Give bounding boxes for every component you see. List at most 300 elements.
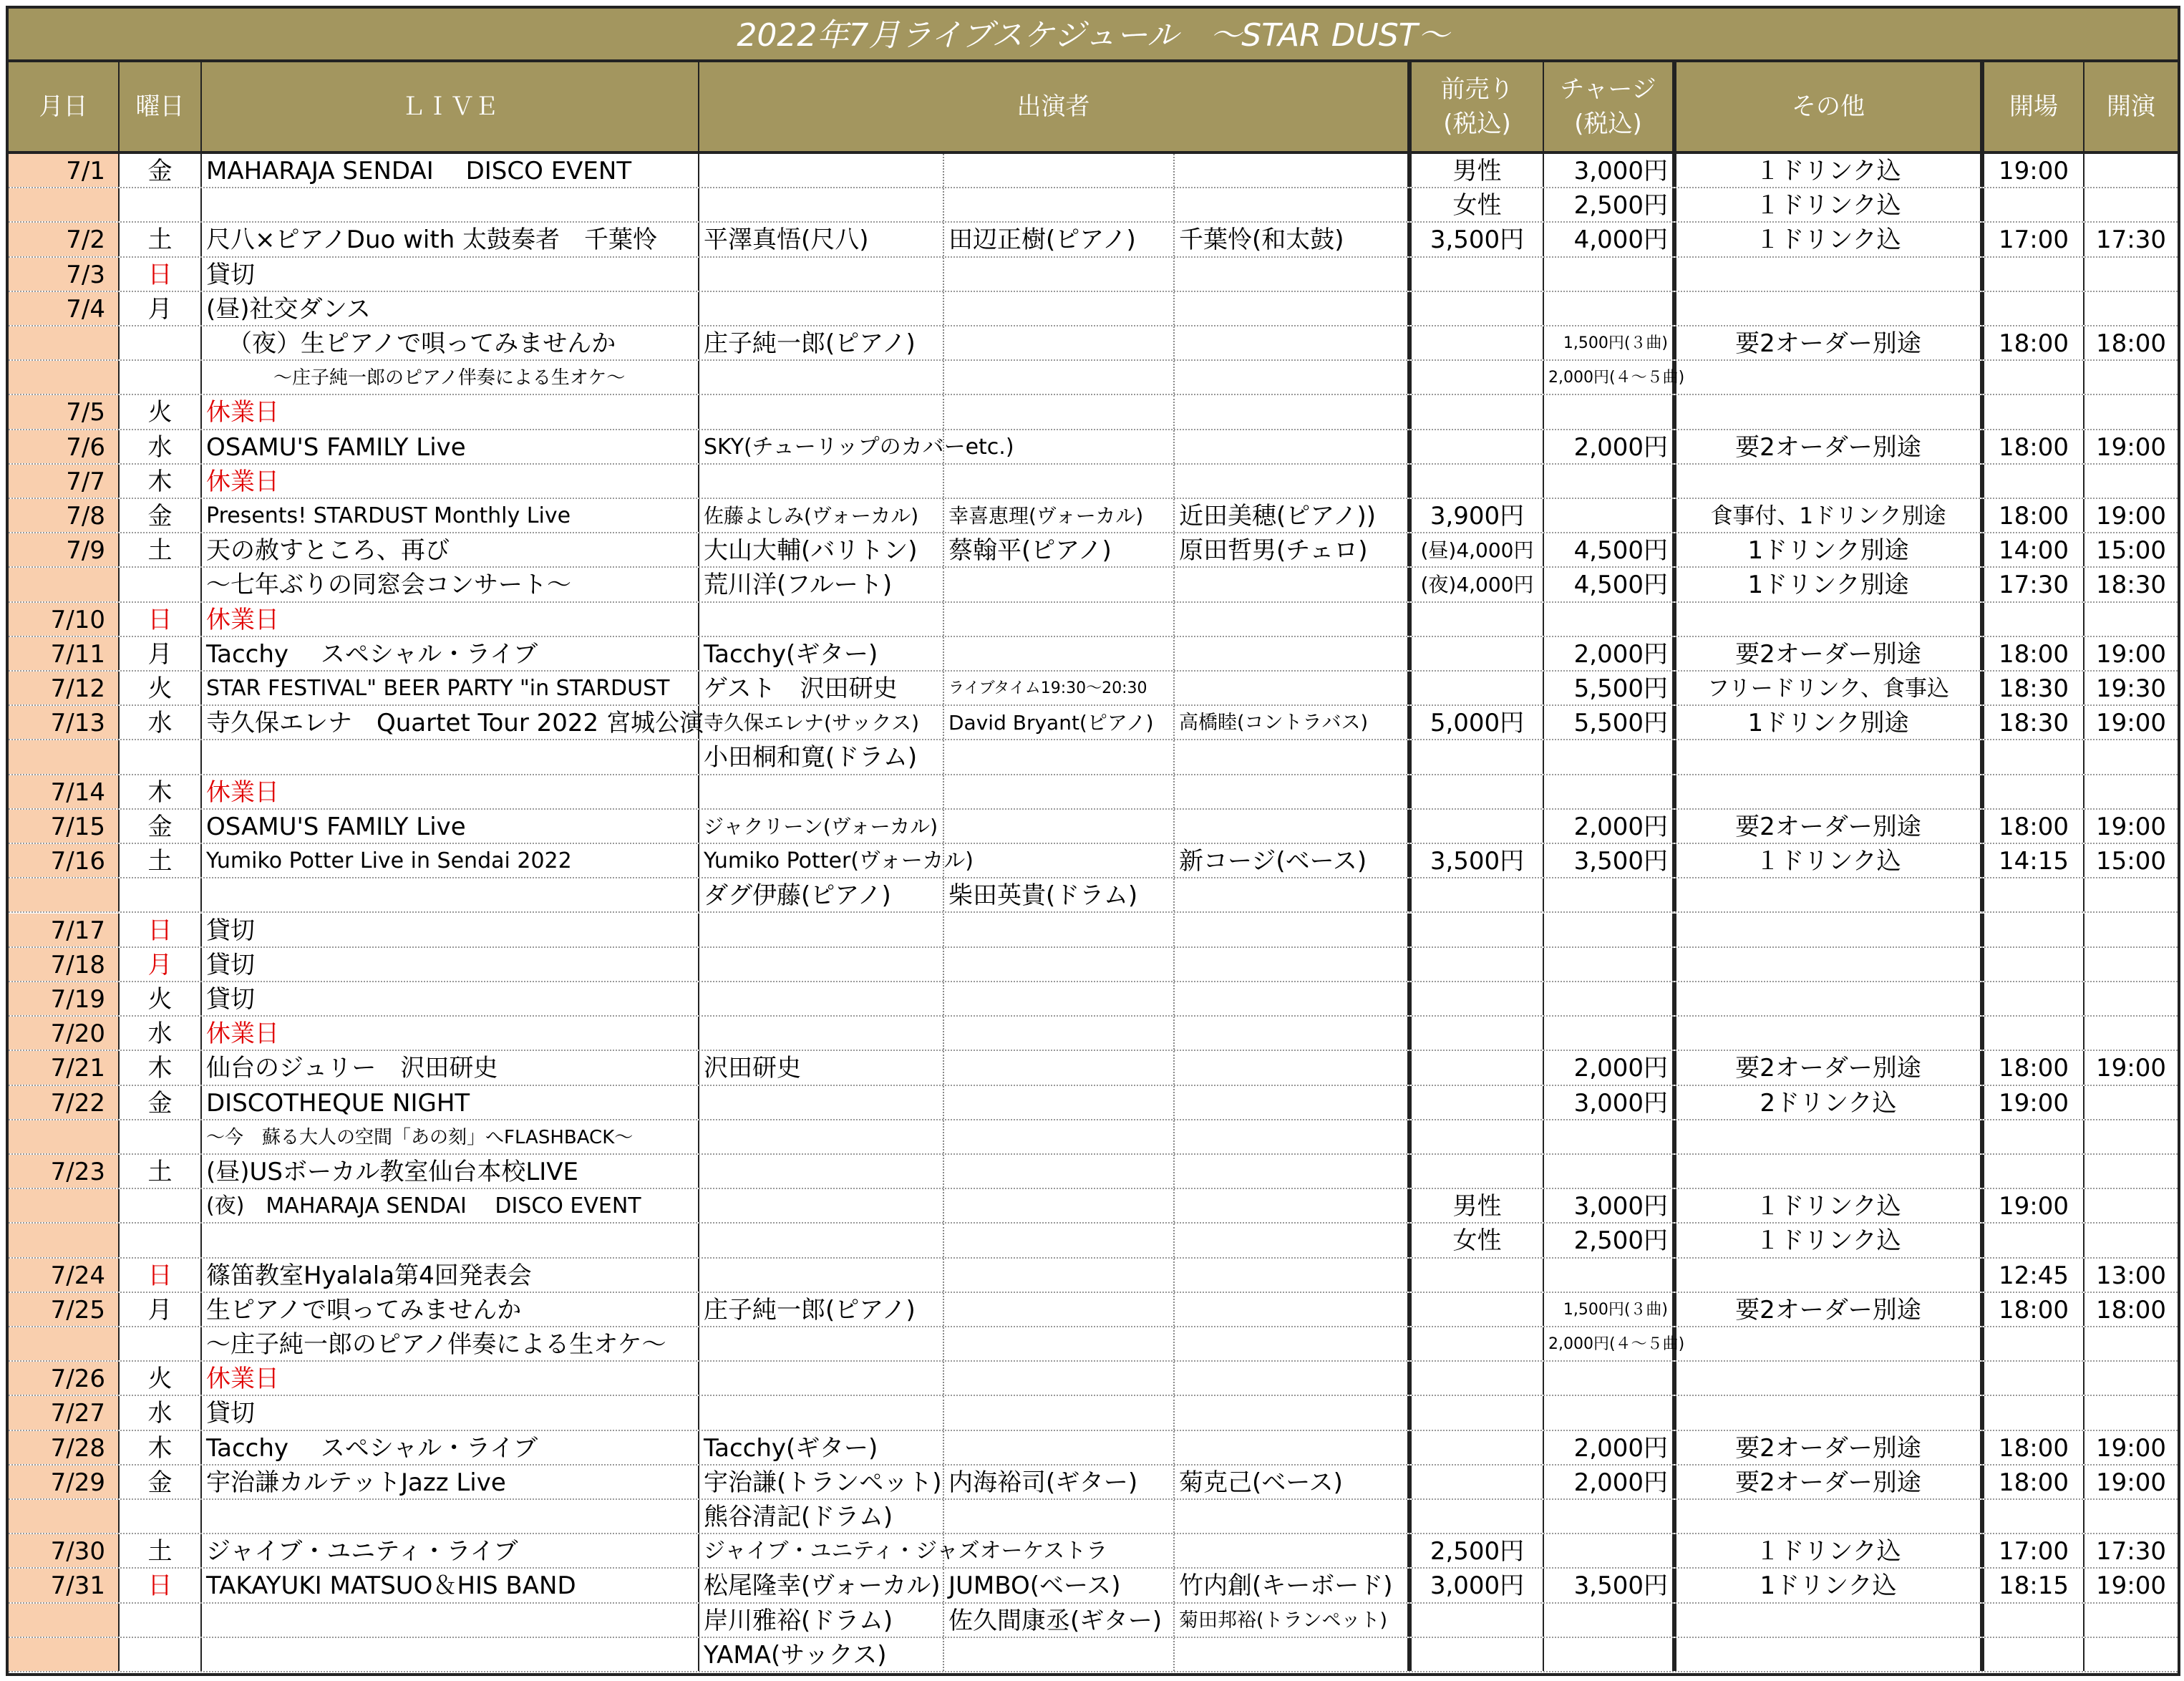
header-performers: 出演者 — [699, 62, 1412, 151]
cell-p1 — [699, 775, 944, 808]
cell-p3 — [1175, 810, 1412, 843]
cell-open: 18:00 — [1984, 499, 2084, 532]
table-row — [9, 775, 2178, 810]
cell-p3 — [1175, 948, 1412, 981]
cell-open — [1984, 258, 2084, 291]
cell-oth: 要2オーダー別途 — [1676, 1431, 1984, 1464]
cell-start — [2084, 395, 2178, 428]
cell-date — [9, 1638, 120, 1671]
cell-live — [202, 1604, 699, 1637]
cell-date — [9, 568, 120, 601]
header-dow: 曜日 — [120, 62, 202, 151]
cell-dow: 金 — [120, 154, 202, 187]
cell-chg — [1544, 740, 1676, 773]
cell-p1: 沢田研史 — [699, 1051, 944, 1084]
cell-open: 18:00 — [1984, 637, 2084, 670]
cell-dow — [120, 1604, 202, 1637]
table-row — [9, 1500, 2178, 1534]
cell-p3 — [1175, 603, 1412, 636]
cell-start: 19:00 — [2096, 1571, 2166, 1601]
cell-adv — [1412, 1638, 1544, 1671]
cell-p2 — [944, 740, 1175, 773]
cell-oth: 要2オーダー別途 — [1676, 430, 1984, 463]
cell-dow: 月 — [120, 292, 202, 325]
cell-p1 — [699, 395, 944, 428]
cell-open — [1984, 1327, 2084, 1360]
cell-open — [1984, 395, 2084, 428]
cell-p1 — [699, 603, 944, 636]
cell-open: 18:00 — [1984, 1466, 2084, 1498]
cell-chg: 2,000円 — [1544, 1431, 1676, 1464]
cell-p3 — [1175, 1120, 1412, 1153]
cell-start — [2084, 603, 2178, 636]
cell-p3 — [1175, 154, 1412, 187]
cell-date: 7/27 — [9, 1396, 120, 1429]
table-row — [9, 1534, 2178, 1569]
cell-p3 — [1175, 1086, 1412, 1119]
cell-start — [2084, 1086, 2178, 1119]
table-row — [9, 706, 2178, 740]
cell-live — [202, 878, 699, 911]
cell-date: 7/11 — [9, 637, 120, 670]
cell-start: 15:00 — [2096, 847, 2166, 876]
cell-date: 7/14 — [9, 775, 120, 808]
cell-open — [1984, 1120, 2084, 1153]
cell-adv — [1412, 430, 1544, 463]
cell-oth — [1676, 1259, 1984, 1292]
cell-adv — [1412, 395, 1544, 428]
cell-p1 — [699, 258, 944, 291]
cell-p2 — [944, 188, 1175, 221]
cell-p2 — [944, 1051, 1175, 1084]
header-row — [9, 62, 2178, 154]
cell-start — [2084, 1189, 2178, 1222]
cell-p1 — [699, 1120, 944, 1153]
cell-chg: 2,000円(４～５曲) — [1544, 361, 1676, 394]
cell-open — [1984, 188, 2084, 221]
cell-p3 — [1175, 1431, 1412, 1464]
table-row — [9, 740, 2178, 775]
cell-p2 — [944, 1362, 1175, 1395]
cell-oth: １ドリンク込 — [1676, 223, 1984, 256]
cell-chg — [1544, 1638, 1676, 1671]
cell-live: Tacchy スペシャル・ライブ — [202, 637, 699, 670]
table-row — [9, 1155, 2178, 1189]
cell-date: 7/6 — [9, 430, 120, 463]
cell-oth: 食事付、1ドリンク別途 — [1676, 499, 1984, 532]
cell-p2 — [944, 1500, 1175, 1533]
cell-start — [2084, 1638, 2178, 1671]
cell-oth: 1ドリンク別途 — [1676, 706, 1984, 739]
header-start: 開演 — [2107, 92, 2155, 121]
cell-p1: 松尾隆幸(ヴォーカル) — [699, 1569, 944, 1602]
cell-adv — [1412, 1500, 1544, 1533]
cell-adv — [1412, 672, 1544, 704]
cell-p1: YAMA(サックス) — [699, 1638, 944, 1671]
cell-date — [9, 1189, 120, 1222]
cell-oth — [1676, 740, 1984, 773]
cell-dow: 水 — [120, 1017, 202, 1050]
cell-start: 17:30 — [2096, 226, 2166, 255]
cell-live: MAHARAJA SENDAI DISCO EVENT — [202, 154, 699, 187]
table-row — [9, 533, 2178, 568]
cell-open — [1984, 292, 2084, 325]
cell-p3 — [1175, 740, 1412, 773]
table-row — [9, 603, 2178, 637]
cell-adv — [1412, 1259, 1544, 1292]
cell-live: 休業日 — [202, 465, 699, 498]
cell-date: 7/20 — [9, 1017, 120, 1050]
cell-dow — [120, 740, 202, 773]
cell-live: ジャイブ・ユニティ・ライブ — [202, 1534, 699, 1567]
cell-adv — [1412, 878, 1544, 911]
cell-p3 — [1175, 1362, 1412, 1395]
cell-live: 休業日 — [202, 603, 699, 636]
cell-open: 18:15 — [1984, 1569, 2084, 1602]
cell-p1: Tacchy(ギター) — [699, 1431, 944, 1464]
cell-date: 7/21 — [9, 1051, 120, 1084]
cell-date — [9, 1604, 120, 1637]
cell-dow — [120, 1120, 202, 1153]
cell-chg: 5,500円 — [1544, 672, 1676, 704]
cell-adv — [1412, 1604, 1544, 1637]
cell-p3: 新コージ(ベース) — [1175, 844, 1412, 877]
cell-start: 15:00 — [2096, 536, 2166, 566]
cell-p3 — [1175, 568, 1412, 601]
cell-dow: 木 — [120, 1051, 202, 1084]
cell-date: 7/28 — [9, 1431, 120, 1464]
cell-open — [1984, 1224, 2084, 1256]
cell-p1: 大山大輔(バリトン) — [699, 533, 944, 566]
cell-adv: (昼)4,000円 — [1412, 533, 1544, 566]
cell-chg: 2,000円(４～５曲) — [1544, 1327, 1676, 1360]
cell-oth: フリードリンク、食事込 — [1676, 672, 1984, 704]
cell-p1 — [699, 982, 944, 1015]
cell-oth — [1676, 1155, 1984, 1188]
cell-p2 — [944, 982, 1175, 1015]
cell-chg: 2,000円 — [1544, 1051, 1676, 1084]
cell-p1 — [699, 948, 944, 981]
cell-oth — [1676, 1500, 1984, 1533]
cell-date: 7/29 — [9, 1466, 120, 1498]
cell-oth — [1676, 258, 1984, 291]
cell-dow: 金 — [120, 1086, 202, 1119]
cell-dow: 金 — [120, 1466, 202, 1498]
cell-date: 7/23 — [9, 1155, 120, 1188]
cell-dow: 金 — [120, 499, 202, 532]
cell-p1: Yumiko Potter(ヴォーカル) — [699, 844, 944, 877]
cell-p2 — [944, 430, 1175, 463]
cell-oth: 要2オーダー別途 — [1676, 1466, 1984, 1498]
cell-p3 — [1175, 1259, 1412, 1292]
cell-p1: 熊谷清記(ドラム) — [699, 1500, 944, 1533]
cell-start — [2084, 1224, 2178, 1256]
cell-p2 — [944, 1638, 1175, 1671]
table-row — [9, 914, 2178, 948]
cell-chg: 2,500円 — [1544, 1224, 1676, 1256]
cell-p1 — [699, 1086, 944, 1119]
cell-p2 — [944, 637, 1175, 670]
cell-adv — [1412, 810, 1544, 843]
cell-p2 — [944, 1293, 1175, 1326]
cell-dow — [120, 188, 202, 221]
cell-adv — [1412, 292, 1544, 325]
cell-live: ～今 蘇る大人の空間「あの刻」へFLASHBACK～ — [202, 1120, 699, 1153]
cell-open — [1984, 914, 2084, 946]
cell-p2: 佐久間康丞(ギター) — [944, 1604, 1175, 1637]
cell-date: 7/22 — [9, 1086, 120, 1119]
cell-date: 7/1 — [9, 154, 120, 187]
cell-start: 19:00 — [2096, 502, 2166, 531]
cell-chg: 4,000円 — [1544, 223, 1676, 256]
cell-adv — [1412, 1362, 1544, 1395]
cell-dow: 日 — [120, 258, 202, 291]
cell-p2 — [944, 810, 1175, 843]
table-row — [9, 568, 2178, 602]
cell-p1: ジャイブ・ユニティ・ジャズオーケストラ — [699, 1534, 944, 1567]
cell-oth — [1676, 914, 1984, 946]
cell-p1 — [699, 914, 944, 946]
cell-live: （夜）生ピアノで唄ってみませんか — [202, 326, 699, 359]
cell-open: 17:30 — [1984, 568, 2084, 601]
cell-adv — [1412, 775, 1544, 808]
cell-dow: 火 — [120, 395, 202, 428]
cell-chg — [1544, 1500, 1676, 1533]
cell-date: 7/4 — [9, 292, 120, 325]
table-row — [9, 326, 2178, 361]
cell-open: 17:00 — [1984, 1534, 2084, 1567]
cell-dow: 土 — [120, 533, 202, 566]
cell-dow: 木 — [120, 775, 202, 808]
cell-live: ～庄子純一郎のピアノ伴奏による生オケ～ — [202, 1327, 699, 1360]
cell-p1 — [699, 1362, 944, 1395]
cell-oth: １ドリンク込 — [1676, 188, 1984, 221]
cell-dow: 土 — [120, 1155, 202, 1188]
cell-p3 — [1175, 1638, 1412, 1671]
cell-chg — [1544, 603, 1676, 636]
cell-dow — [120, 1638, 202, 1671]
cell-date — [9, 326, 120, 359]
cell-live: DISCOTHEQUE NIGHT — [202, 1086, 699, 1119]
cell-open — [1984, 361, 2084, 394]
cell-dow: 日 — [120, 914, 202, 946]
cell-live: 貸切 — [202, 1396, 699, 1429]
cell-adv — [1412, 982, 1544, 1015]
header-open: 開場 — [1984, 62, 2084, 151]
cell-chg — [1544, 948, 1676, 981]
cell-oth — [1676, 1327, 1984, 1360]
cell-adv — [1412, 1466, 1544, 1498]
cell-p3 — [1175, 914, 1412, 946]
cell-p3 — [1175, 188, 1412, 221]
cell-p2 — [944, 1534, 1175, 1567]
cell-start: 18:30 — [2096, 571, 2166, 600]
table-row — [9, 948, 2178, 982]
cell-open — [1984, 603, 2084, 636]
cell-p2 — [944, 258, 1175, 291]
cell-p2 — [944, 465, 1175, 498]
table-row — [9, 672, 2178, 706]
cell-p1: 平澤真悟(尺八) — [699, 223, 944, 256]
cell-p3 — [1175, 1500, 1412, 1533]
cell-live: ～庄子純一郎のピアノ伴奏による生オケ～ — [202, 361, 699, 394]
cell-p3 — [1175, 1396, 1412, 1429]
cell-adv — [1412, 326, 1544, 359]
cell-live: Yumiko Potter Live in Sendai 2022 — [202, 844, 699, 877]
cell-p3 — [1175, 775, 1412, 808]
cell-date: 7/24 — [9, 1259, 120, 1292]
cell-dow: 日 — [120, 603, 202, 636]
cell-date: 7/8 — [9, 499, 120, 532]
cell-date — [9, 878, 120, 911]
cell-p2 — [944, 395, 1175, 428]
cell-oth — [1676, 1017, 1984, 1050]
cell-chg — [1544, 982, 1676, 1015]
cell-chg — [1544, 1604, 1676, 1637]
cell-adv: 男性 — [1412, 1189, 1544, 1222]
cell-p3: 竹内創(キーボード) — [1175, 1569, 1412, 1602]
cell-chg: 1,500円(３曲) — [1544, 1293, 1676, 1326]
cell-oth: １ドリンク込 — [1676, 1534, 1984, 1567]
cell-p2 — [944, 1120, 1175, 1153]
table-row — [9, 1259, 2178, 1293]
cell-start — [2084, 914, 2178, 946]
cell-p2 — [944, 844, 1175, 877]
table-row — [9, 1017, 2178, 1051]
cell-p2 — [944, 1189, 1175, 1222]
table-row — [9, 465, 2178, 499]
table-row — [9, 1638, 2178, 1672]
cell-open — [1984, 1155, 2084, 1188]
cell-start — [2084, 292, 2178, 325]
cell-live: 休業日 — [202, 1017, 699, 1050]
cell-p1 — [699, 1155, 944, 1188]
cell-live — [202, 188, 699, 221]
cell-start — [2084, 361, 2178, 394]
cell-adv: 3,900円 — [1412, 499, 1544, 532]
cell-oth — [1676, 1638, 1984, 1671]
cell-p2: 柴田英貴(ドラム) — [944, 878, 1175, 911]
cell-p3 — [1175, 1017, 1412, 1050]
cell-open — [1984, 982, 2084, 1015]
cell-open: 18:00 — [1984, 326, 2084, 359]
cell-p2 — [944, 775, 1175, 808]
table-row — [9, 1431, 2178, 1466]
cell-p3 — [1175, 982, 1412, 1015]
cell-dow — [120, 1189, 202, 1222]
cell-open — [1984, 948, 2084, 981]
cell-start: 19:00 — [2096, 639, 2166, 669]
cell-adv: 5,000円 — [1412, 706, 1544, 739]
cell-dow: 土 — [120, 223, 202, 256]
cell-p3 — [1175, 1189, 1412, 1222]
cell-p1 — [699, 1017, 944, 1050]
cell-oth — [1676, 948, 1984, 981]
cell-dow — [120, 326, 202, 359]
cell-p3 — [1175, 292, 1412, 325]
cell-p2: ライブタイム19:30～20:30 — [944, 672, 1175, 704]
cell-open — [1984, 1362, 2084, 1395]
cell-live: Presents! STARDUST Monthly Live — [202, 499, 699, 532]
cell-start: 19:00 — [2096, 1054, 2166, 1083]
cell-live: 天の赦すところ、再び — [202, 533, 699, 566]
cell-open — [1984, 878, 2084, 911]
cell-adv — [1412, 465, 1544, 498]
cell-chg — [1544, 1259, 1676, 1292]
cell-chg: 3,500円 — [1544, 844, 1676, 877]
cell-oth — [1676, 1396, 1984, 1429]
cell-open: 19:00 — [1984, 1086, 2084, 1119]
cell-p3: 高橋睦(コントラバス) — [1175, 706, 1412, 739]
cell-open — [1984, 1604, 2084, 1637]
cell-adv — [1412, 258, 1544, 291]
cell-start — [2084, 1362, 2178, 1395]
cell-chg — [1544, 258, 1676, 291]
table-row — [9, 1293, 2178, 1327]
cell-start: 19:00 — [2096, 432, 2166, 462]
cell-date: 7/26 — [9, 1362, 120, 1395]
cell-oth — [1676, 982, 1984, 1015]
cell-p3 — [1175, 1224, 1412, 1256]
cell-dow: 月 — [120, 1293, 202, 1326]
cell-live: 尺八×ピアノDuo with 太鼓奏者 千葉怜 — [202, 223, 699, 256]
cell-p3 — [1175, 258, 1412, 291]
table-row — [9, 1362, 2178, 1396]
cell-adv — [1412, 1155, 1544, 1188]
cell-oth — [1676, 775, 1984, 808]
cell-p1 — [699, 1327, 944, 1360]
table-row — [9, 499, 2178, 533]
cell-live: 貸切 — [202, 982, 699, 1015]
cell-live — [202, 740, 699, 773]
cell-adv — [1412, 1086, 1544, 1119]
table-row — [9, 258, 2178, 292]
cell-live: ～七年ぶりの同窓会コンサート～ — [202, 568, 699, 601]
cell-oth: １ドリンク込 — [1676, 844, 1984, 877]
cell-p2 — [944, 603, 1175, 636]
cell-dow: 火 — [120, 1362, 202, 1395]
cell-p3 — [1175, 1327, 1412, 1360]
table-row — [9, 361, 2178, 395]
cell-oth: 1ドリンク込 — [1676, 1569, 1984, 1602]
cell-date: 7/10 — [9, 603, 120, 636]
cell-p2: 蔡翰平(ピアノ) — [944, 533, 1175, 566]
cell-start: 13:00 — [2096, 1261, 2166, 1290]
cell-live — [202, 1638, 699, 1671]
cell-p3 — [1175, 1155, 1412, 1188]
cell-p2 — [944, 1259, 1175, 1292]
cell-live: STAR FESTIVAL" BEER PARTY "in STARDUST — [202, 672, 699, 704]
cell-oth: 1ドリンク別途 — [1676, 533, 1984, 566]
cell-p1 — [699, 292, 944, 325]
cell-start: 18:00 — [2096, 1295, 2166, 1324]
cell-chg — [1544, 1155, 1676, 1188]
cell-p1 — [699, 465, 944, 498]
cell-p3 — [1175, 672, 1412, 704]
table-row — [9, 844, 2178, 878]
cell-live: (昼)社交ダンス — [202, 292, 699, 325]
cell-date: 7/12 — [9, 672, 120, 704]
cell-p1 — [699, 154, 944, 187]
cell-chg: 2,000円 — [1544, 810, 1676, 843]
cell-adv — [1412, 914, 1544, 946]
cell-open: 18:00 — [1984, 810, 2084, 843]
cell-p1: ダグ伊藤(ピアノ) — [699, 878, 944, 911]
cell-start — [2084, 740, 2178, 773]
cell-dow — [120, 1224, 202, 1256]
cell-chg: 4,500円 — [1544, 568, 1676, 601]
cell-dow: 日 — [120, 1569, 202, 1602]
